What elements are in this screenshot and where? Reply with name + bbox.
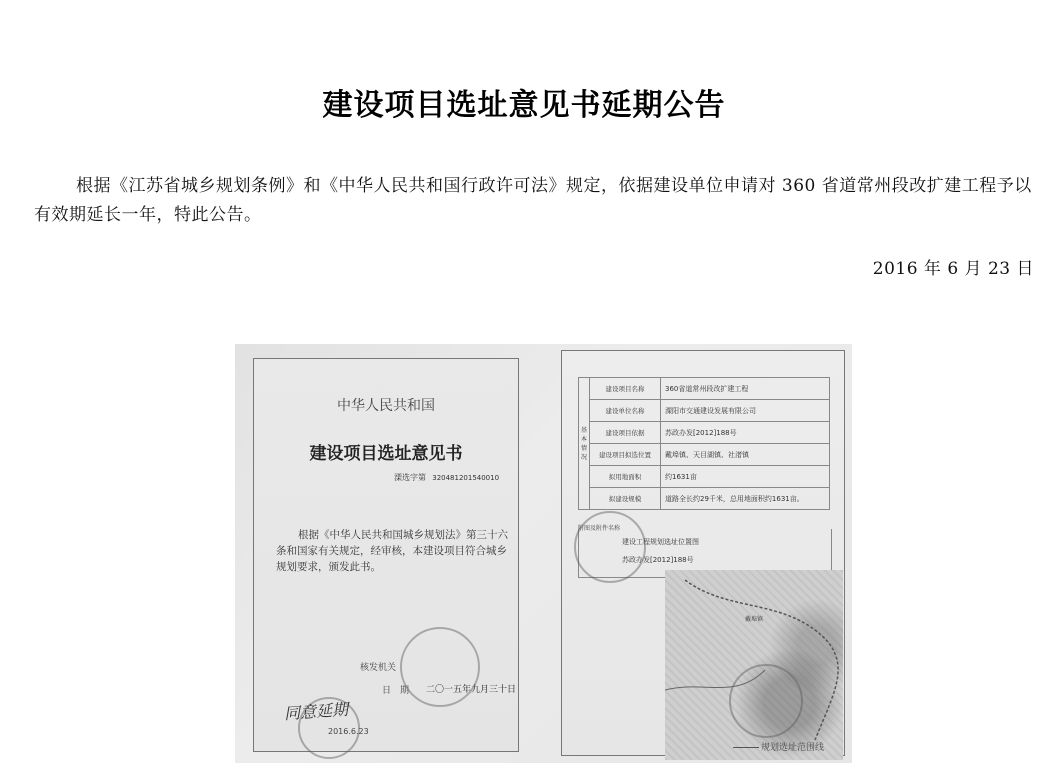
table-row [579,466,830,488]
attachment-item: 苏政办发[2012]188号 [622,556,694,564]
official-seal [400,627,480,707]
table-row [579,444,830,466]
map-place-label: 戴埠镇 [745,616,764,623]
certificate-number [394,472,499,483]
row-label: 拟建设规模 [590,488,661,510]
announcement-paragraph: 根据《江苏省城乡规划条例》和《中华人民共和国行政许可法》规定，依据建设单位申请对 360 省道常州段改扩建工程予以有效期延长一年，特此公告。 [34,176,1032,225]
certificate-number-prefix: 溧选字第 [394,473,426,482]
project-info-table [578,377,830,510]
section-label: 基本情况 [579,378,590,510]
row-value: 溧阳市交通建设发展有限公司 [661,400,830,422]
table-row [579,400,830,422]
row-value: 360省道常州段改扩建工程 [661,378,830,400]
announcement-date: 2016 年 6 月 23 日 [872,259,1034,279]
certificate-title: 建设项目选址意见书 [309,444,463,464]
map-legend [733,740,824,753]
legend-line-icon [733,747,759,748]
row-label: 拟用地面积 [590,466,661,488]
certificate-left-page [253,358,519,752]
certificate-issuer-label: 核发机关 [360,663,397,673]
row-label: 建设项目依据 [590,422,661,444]
row-label: 建设项目拟选位置 [590,444,661,466]
table-row [579,488,830,510]
official-seal-3 [574,511,646,583]
attachments-label: 附图及附件名称 [578,525,621,532]
certificate-date-label: 日 期 [382,686,410,696]
row-label: 建设单位名称 [590,400,661,422]
row-value: 苏政办发[2012]188号 [661,422,830,444]
handwritten-signature: 同意延期 [283,699,349,724]
attachment-item: 建设工程规划选址位置图 [622,538,699,546]
certificate-photo [235,344,852,763]
certificate-body: 根据《中华人民共和国城乡规划法》第三十六条和国家有关规定，经审核，本建设项目符合城乡规划要求，颁发此书。 [276,529,508,573]
certificate-number-value: 320481201540010 [432,474,500,482]
official-seal-4 [729,664,803,738]
row-value: 约1631亩 [661,466,830,488]
signature-date: 2016.6.23 [328,727,369,736]
document-title: 建设项目选址意见书延期公告 [322,88,726,123]
table-row [579,422,830,444]
row-value: 戴埠镇、天目湖镇、社渚镇 [661,444,830,466]
row-value: 道路全长约29千米，总用地面积约1631亩。 [661,488,830,510]
certificate-country: 中华人民共和国 [337,398,435,414]
row-label: 建设项目名称 [590,378,661,400]
legend-text: 规划选址范围线 [761,743,825,753]
table-row [579,378,830,400]
certificate-date: 二〇一五年九月三十日 [426,685,517,695]
